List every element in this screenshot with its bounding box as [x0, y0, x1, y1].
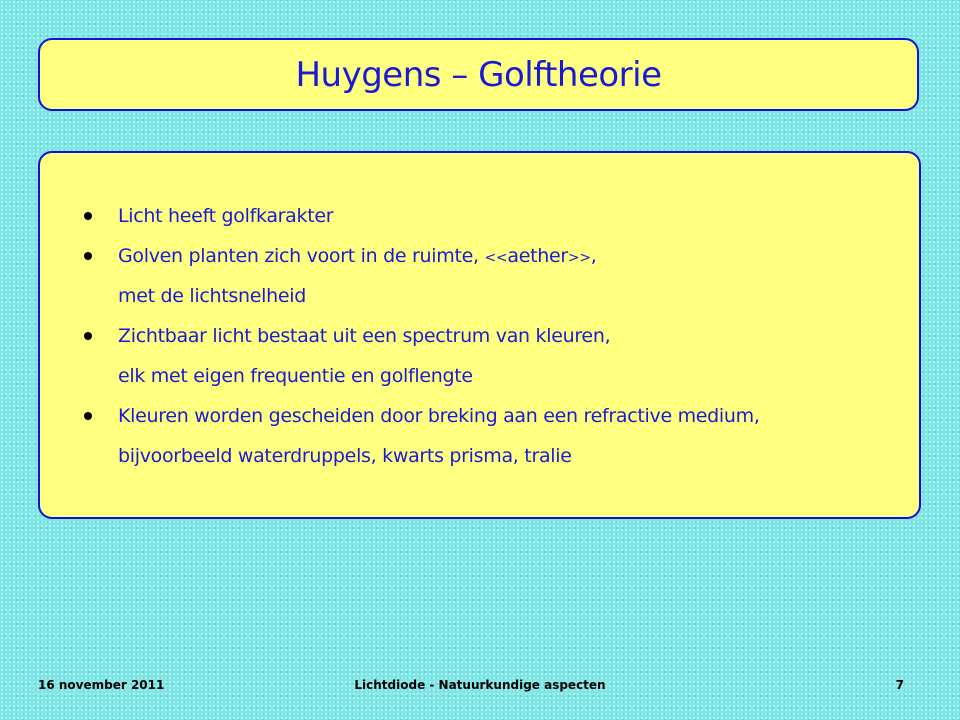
footer-date: 16 november 2011 [38, 678, 165, 692]
bullet-item [40, 243, 919, 323]
aether-open-quote: << [484, 250, 508, 266]
aether-close-quote: >> [567, 250, 591, 266]
bullet-text [118, 243, 919, 283]
bullet-item [40, 203, 919, 243]
bullet-item [40, 403, 919, 483]
title-box [38, 38, 919, 111]
bullet-text-continuation: met de lichtsnelheid [118, 285, 306, 307]
bullet-text-prefix: Golven planten zich voort in de ruimte, [118, 245, 485, 267]
footer-presentation-title: Lichtdiode - Natuurkundige aspecten [354, 678, 606, 692]
bullet-text-suffix: , [590, 245, 597, 267]
bullet-text: Licht heeft golfkarakter [118, 205, 334, 227]
content-box [38, 151, 921, 519]
bullet-text: Kleuren worden gescheiden door breking aan een refractive medium, [118, 405, 760, 427]
bullet-list [40, 203, 919, 483]
bullet-dot-icon [84, 252, 92, 260]
bullet-item [40, 323, 919, 403]
footer-page-number: 7 [895, 678, 904, 692]
bullet-text: Zichtbaar licht bestaat uit een spectrum van kleuren, [118, 325, 611, 347]
bullet-text-continuation: bijvoorbeeld waterdruppels, kwarts prisma, tralie [118, 445, 572, 467]
bullet-dot-icon [84, 332, 92, 340]
footer [0, 676, 960, 696]
slide-title: Huygens – Golftheorie [295, 54, 662, 95]
bullet-text-continuation: elk met eigen frequentie en golflengte [118, 365, 473, 387]
aether-word: aether [507, 245, 568, 267]
bullet-dot-icon [84, 412, 92, 420]
bullet-dot-icon [84, 212, 92, 220]
